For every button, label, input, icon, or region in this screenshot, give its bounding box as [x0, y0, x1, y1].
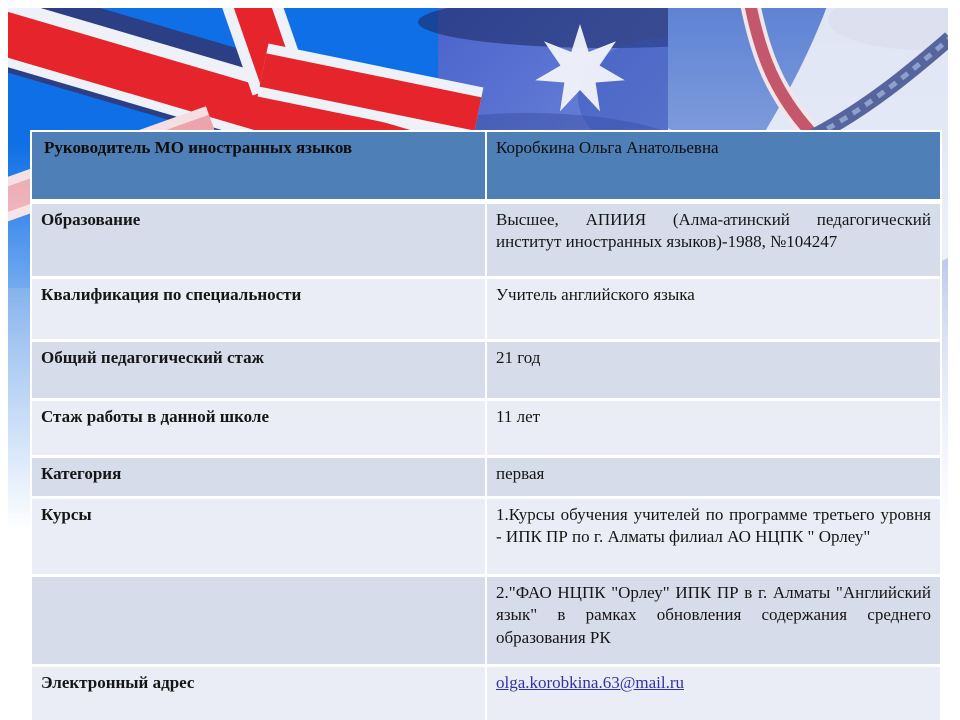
teacher-info-table	[30, 130, 942, 720]
row-label: Квалификация по специальности	[32, 279, 487, 342]
table-row-courses-1	[32, 499, 940, 577]
table-row-courses-2	[32, 577, 940, 667]
row-label: Электронный адрес	[32, 667, 487, 720]
table-row-education	[32, 204, 940, 279]
email-link[interactable]: olga.korobkina.63@mail.ru	[496, 673, 684, 692]
row-label: Образование	[32, 204, 487, 279]
row-value: 21 год	[487, 342, 940, 401]
table-row-category	[32, 458, 940, 499]
row-value: 11 лет	[487, 401, 940, 458]
header-value-cell: Коробкина Ольга Анатольевна	[487, 132, 940, 204]
row-label: Общий педагогический стаж	[32, 342, 487, 401]
row-value	[487, 667, 940, 720]
table-row-qualification	[32, 279, 940, 342]
row-label: Курсы	[32, 499, 487, 577]
row-value: 1.Курсы обучения учителей по программе третьего уровня - ИПК ПР по г. Алматы филиал АО НЦПК " Орлеу"	[487, 499, 940, 577]
table-row-school-experience	[32, 401, 940, 458]
row-value: Учитель английского языка	[487, 279, 940, 342]
row-value: Высшее, АПИИЯ (Алма-атинский педагогический институт иностранных языков)-1988, №104247	[487, 204, 940, 279]
table-row-header	[32, 132, 940, 204]
row-label	[32, 577, 487, 667]
table-row-total-experience	[32, 342, 940, 401]
row-value: первая	[487, 458, 940, 499]
header-label-cell: Руководитель МО иностранных языков	[32, 132, 487, 204]
row-value: 2."ФАО НЦПК "Орлеу" ИПК ПР в г. Алматы "Английский язык" в рамках обновления содержания среднего образования РК	[487, 577, 940, 667]
row-label: Категория	[32, 458, 487, 499]
row-label: Стаж работы в данной школе	[32, 401, 487, 458]
table-row-email	[32, 667, 940, 720]
